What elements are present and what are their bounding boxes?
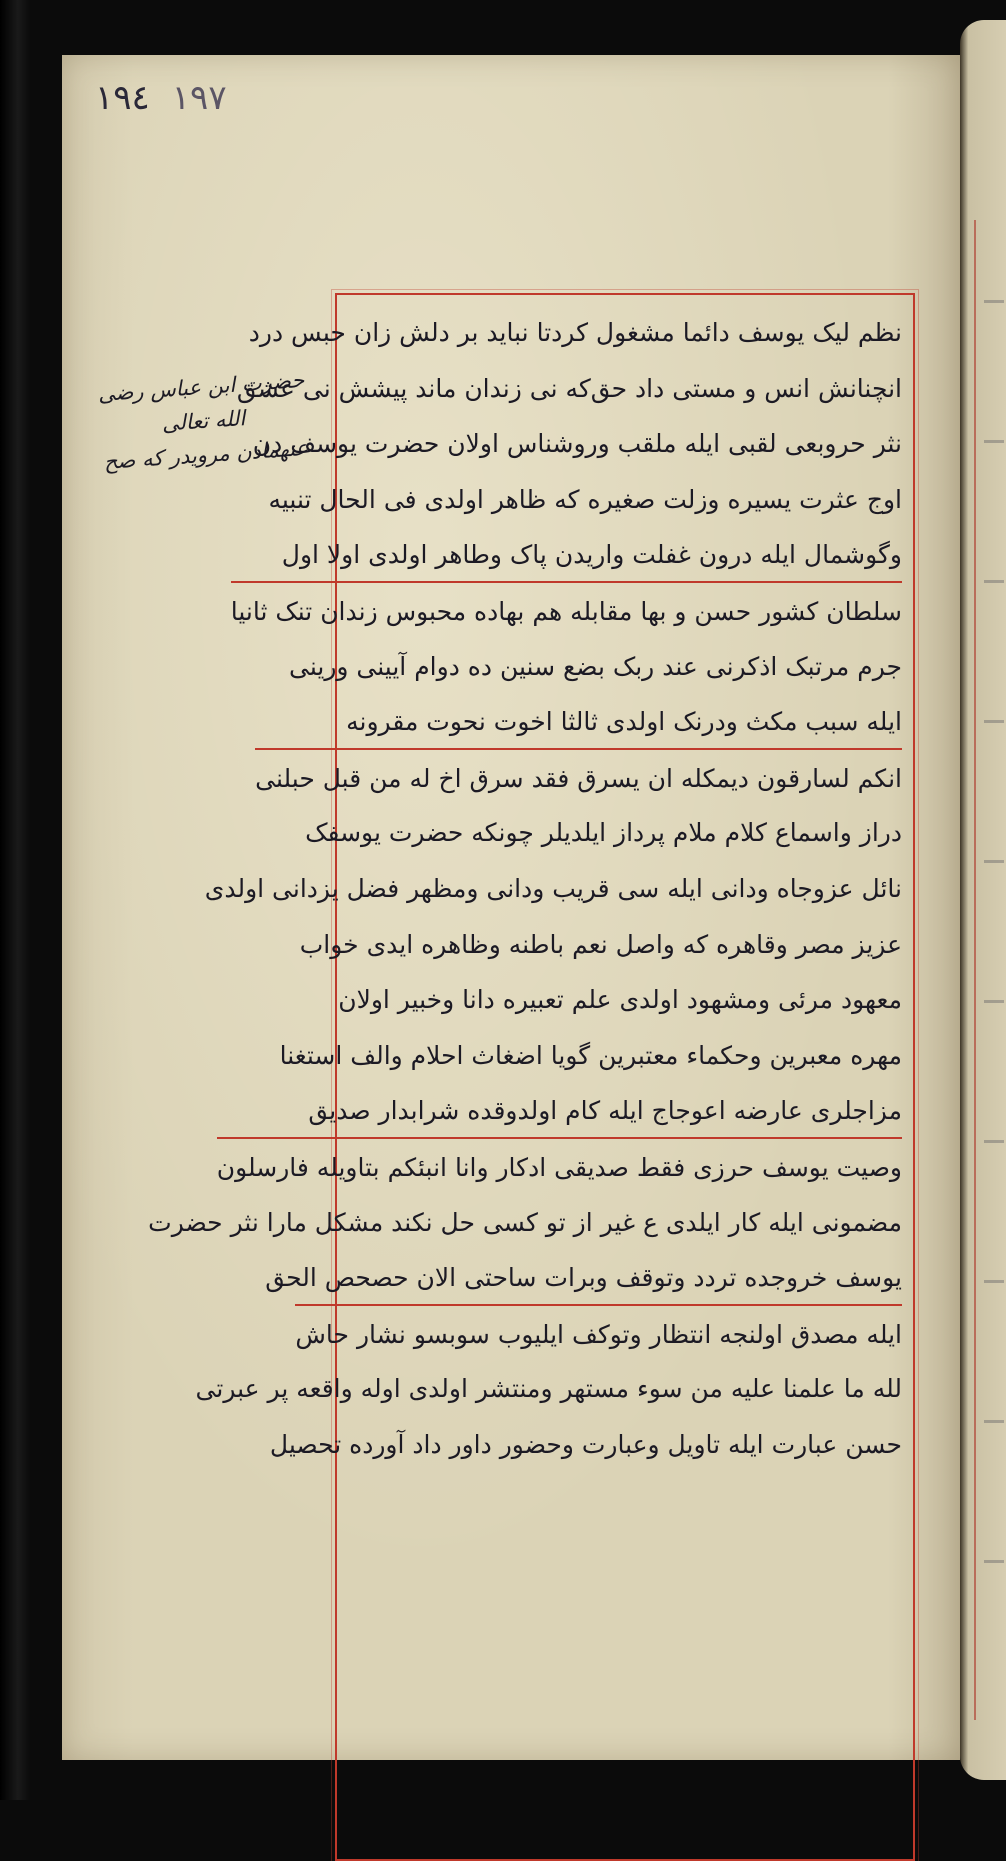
adjacent-page-ink [984, 1560, 1004, 1563]
line-text: معهود مرئی ومشهود اولدی علم تعبیره دانا وخبیر اولان [338, 985, 902, 1015]
text-line [269, 1417, 906, 1473]
text-line [268, 472, 906, 528]
text-line [252, 416, 906, 472]
hemistich: نظم لیک یوسف دائما مشغول کرد [551, 318, 902, 347]
folio-ink-number: ١٩٤ [95, 78, 150, 118]
adjacent-page-ink [984, 300, 1004, 303]
line-text: جرم مرتبک اذکرنی عند ربک بضع سنین ده دوام آیینی ورینی [288, 651, 902, 681]
adjacent-page-ink [984, 860, 1004, 863]
line-text: انکم لسارقون دیمکله ان یسرق فقد سرق اخ له من قبل حبلنی [255, 748, 902, 807]
text-line [305, 805, 906, 861]
text-line [204, 861, 906, 917]
text-line [265, 1250, 906, 1306]
line-text: ایله سبب مکث ودرنک اولدی ثالثا اخوت نحوت مقرونه [346, 707, 902, 737]
adjacent-page-ink [984, 1280, 1004, 1283]
book-spine [0, 0, 30, 1800]
text-line [230, 583, 906, 639]
adjacent-page-ink [984, 440, 1004, 443]
text-line [279, 1028, 906, 1084]
hemistich: که نی زندان ماند پیشش نی عشق [236, 373, 591, 403]
line-text: اوج عثرت یسیره وزلت صغیره که ظاهر اولدی فی الحال تنبیه [268, 484, 902, 514]
hemistich: تا نباید بر دلش زان حبس درد [248, 318, 552, 347]
line-text: نائل عزوجاه ودانی ایله سی قریب ودانی ومظهر فضل یزدانی اولدی [204, 873, 902, 903]
text-line [148, 1195, 906, 1251]
text-line [338, 972, 906, 1028]
line-text: وصیت یوسف حرزی فقط صدیقی ادکار وانا انبئکم بتاویله فارسلون [217, 1137, 902, 1196]
folio-pencil-number: ١٩٧ [171, 78, 227, 118]
adjacent-page-ruling [974, 220, 976, 1720]
line-text: دراز واسماع کلام ملام پرداز ایلدیلر چونکه حضرت یوسفک [305, 818, 902, 848]
line-text: مزاجلری عارضه اعوجاج ایله کام اولدوقده شرابدار صدیق [308, 1096, 902, 1126]
adjacent-page-ink [984, 720, 1004, 723]
line-text: مضمونی ایله کار ایلدی ع غیر از تو کسی حل نکند مشکل مارا نثر حضرت [148, 1207, 902, 1237]
hemistich: انچنانش انس و مستی داد حق [590, 373, 902, 403]
line-text: ایله مصدق اولنجه انتظار وتوکف ایلیوب سوبسو نشار حاش [295, 1304, 902, 1363]
line-text: مهره معبرین وحکماء معتبرین گویا اضغاث احلام والف استغنا [279, 1040, 902, 1070]
adjacent-page-ink [984, 1000, 1004, 1003]
adjacent-page-ink [984, 1420, 1004, 1423]
text-line [195, 1361, 906, 1417]
line-text: یوسف خروجده تردد وتوقف وبرات ساحتی الان حصحص الحق [265, 1263, 902, 1293]
line-text: وگوشمال ایله درون غفلت واریدن پاک وطاهر اولدی اولا اول [281, 540, 902, 570]
line-text: لله ما علمنا علیه من سوء مستهر ومنتشر اولدی اوله واقعه پر عبرتی [195, 1374, 902, 1404]
marginal-note-line: حضرت ابن عباس رضی الله تعالی [97, 367, 306, 436]
text-line [216, 1139, 906, 1195]
line-text: حسن عبارت ایله تاویل وعبارت وحضور داور داد آورده تحصیل [269, 1429, 902, 1459]
folio-number [95, 78, 227, 118]
text-line [288, 639, 906, 695]
text-line [308, 1083, 906, 1139]
text-line [299, 917, 906, 973]
line-text: عزیز مصر وقاهره که واصل نعم باطنه وظاهره ایدی خواب [299, 929, 902, 959]
adjacent-page-ink [984, 1140, 1004, 1143]
adjacent-page-edge [960, 20, 1006, 1780]
text-line [295, 1306, 906, 1362]
verse-line [248, 305, 906, 361]
text-line [346, 694, 906, 750]
text-line [281, 527, 906, 583]
marginal-note-line: عنهمادن مرویدر که صح [103, 435, 309, 475]
line-text: سلطان کشور حسن و بها مقابله هم بهاده محبوس زندان تنک ثانیا [231, 581, 902, 640]
line-text: نثر حروبعی لقبی ایله ملقب وروشناس اولان حضرت یوسف دن [252, 429, 902, 459]
adjacent-page-ink [984, 580, 1004, 583]
verse-line [236, 361, 906, 417]
text-line [255, 750, 906, 806]
